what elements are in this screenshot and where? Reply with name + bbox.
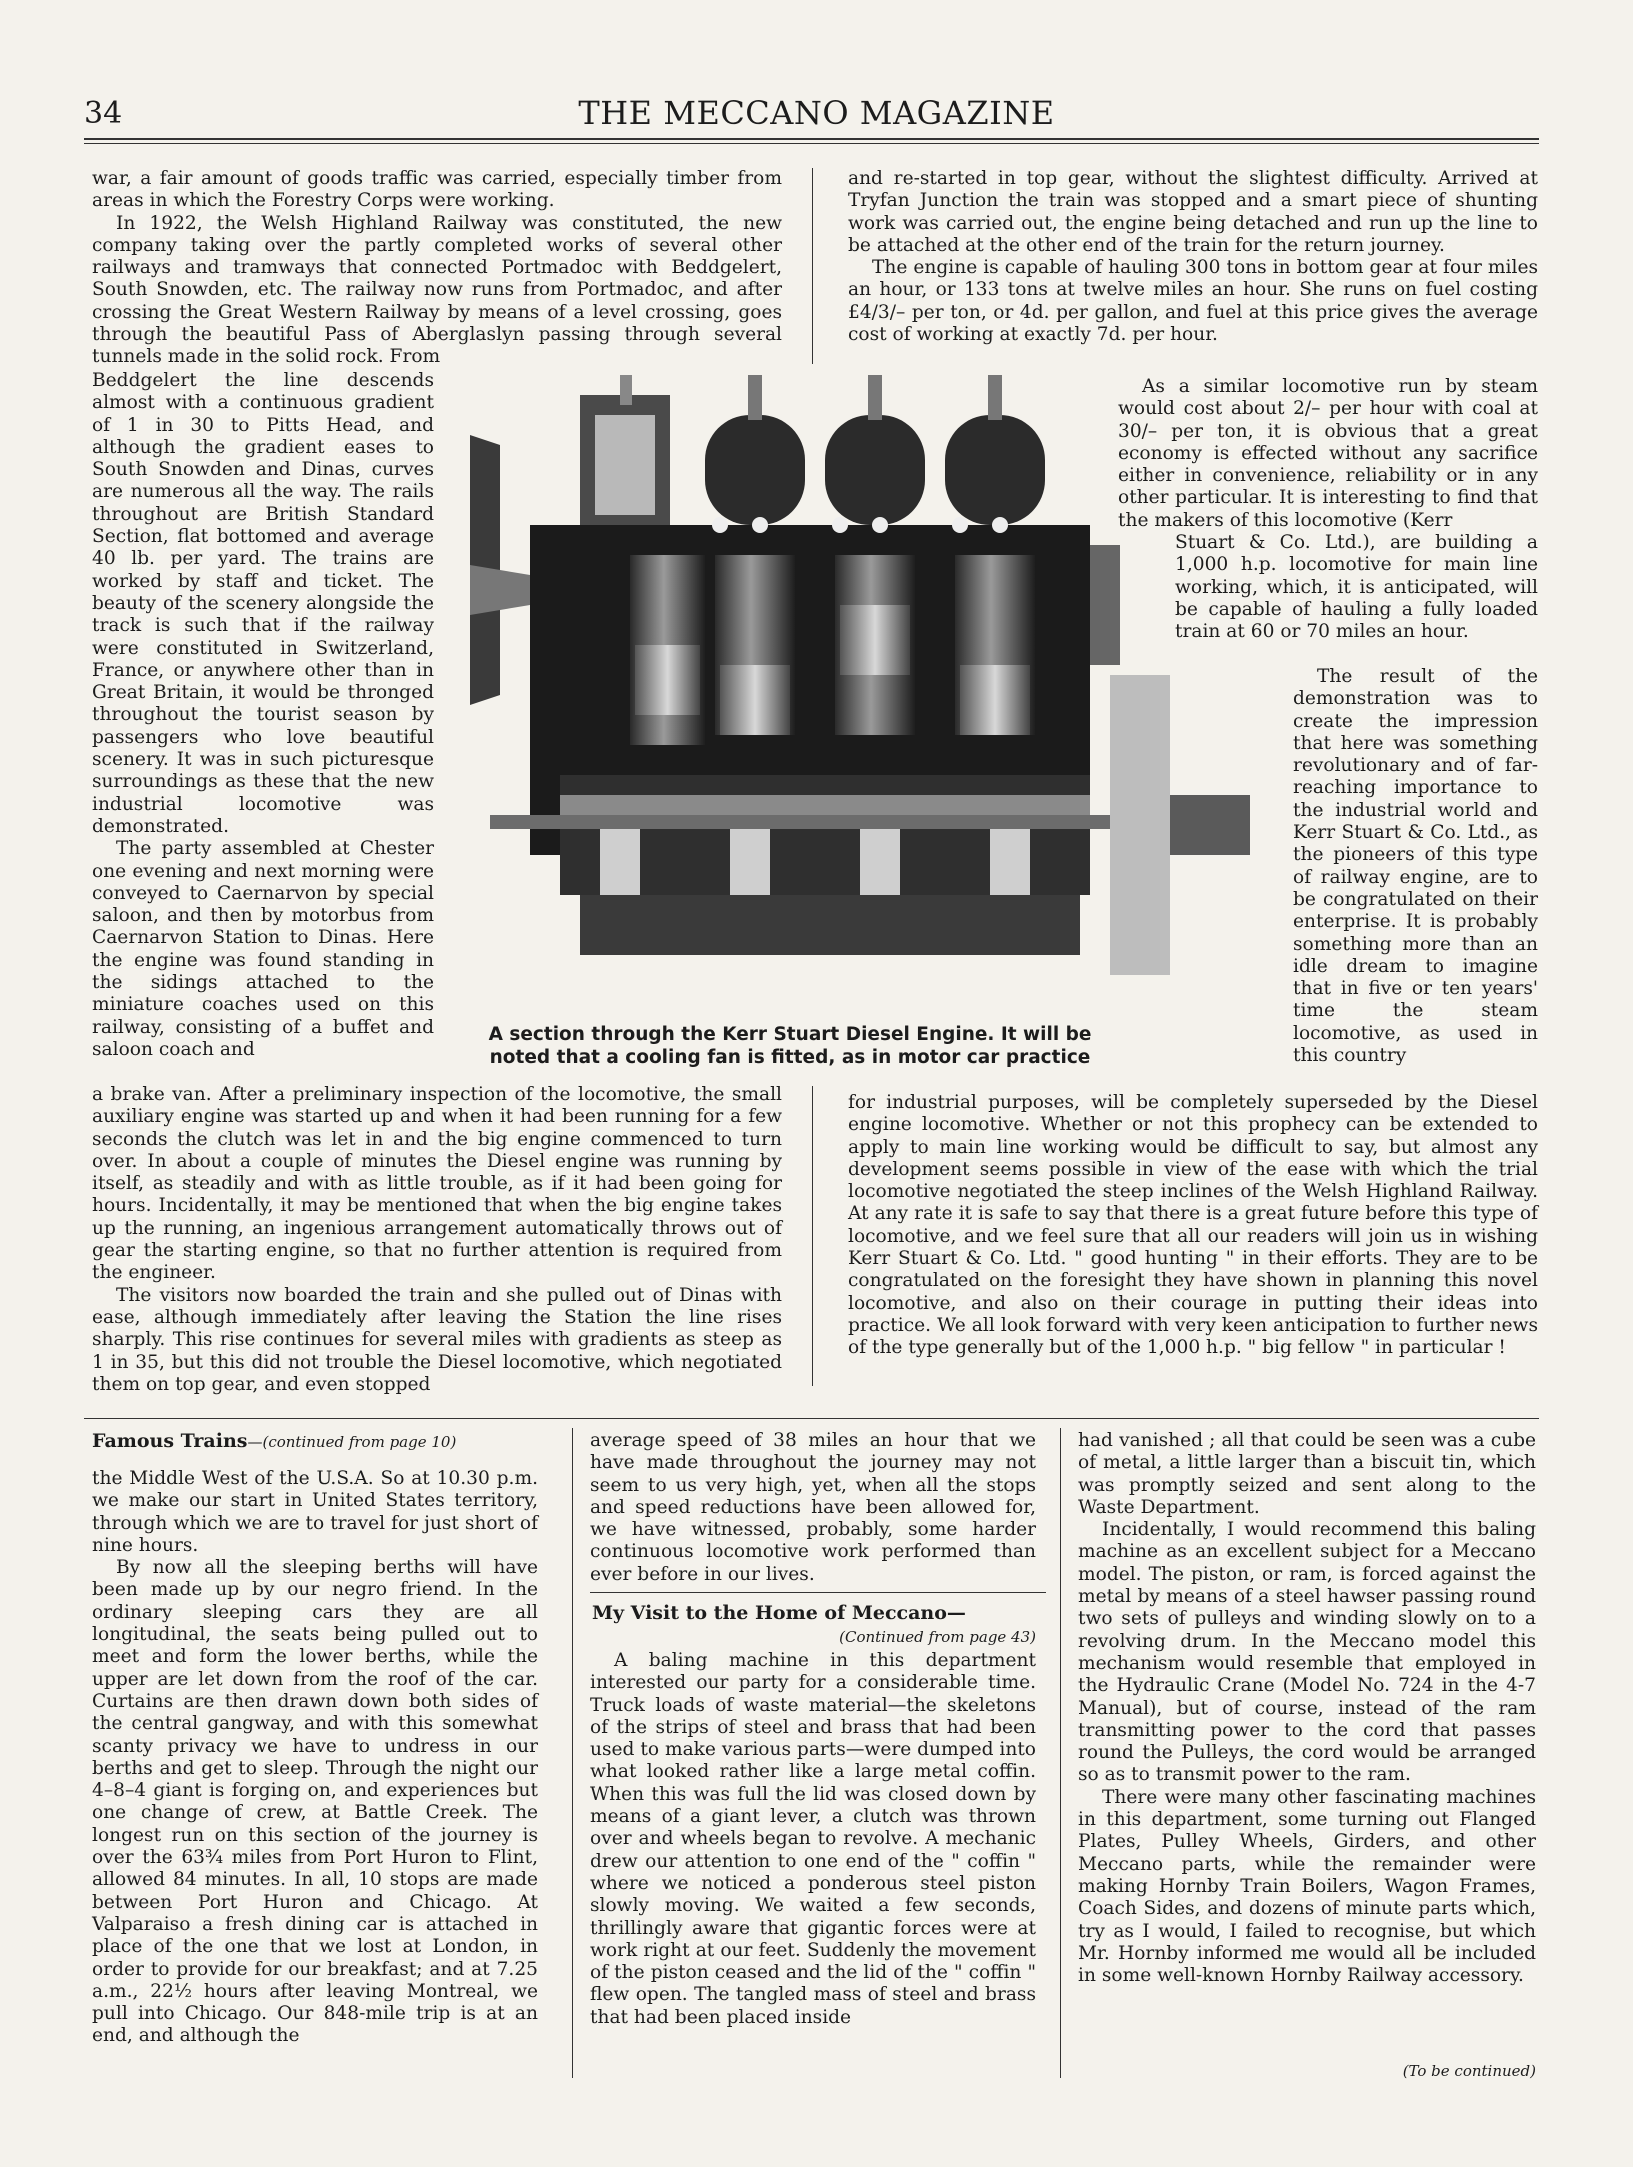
caption-line: A section through the Kerr Stuart Diesel Engine. It will be <box>488 1024 1092 1045</box>
column-divider <box>1060 1428 1061 2078</box>
section-title: Famous Trains <box>92 1430 248 1452</box>
paragraph: The engine is capable of hauling 300 tons in bottom gear at four miles an hour, or 133 tons at twelve miles an hour. She runs on fuel costing £4/3/– per ton, or 4d. per gallon, and fuel at this price gives the average cost of working at exactly 7d. per hour. <box>848 257 1538 346</box>
paragraph: and re-started in top gear, without the slightest difficulty. Arrived at Tryfan Junction the train was stopped and a smart piece of shunting work was carried out, the engine being detached and run up the line to be attached at the other end of the train for the return journey. <box>848 168 1538 256</box>
paragraph: for industrial purposes, will be completely superseded by the Diesel engine locomotive. Whether or not this prophecy can be extended to apply to main line working would be difficult to say, but almost any development seems possible in view of the ease with which the trial locomotive negotiated the steep inclines of the Welsh Highland Railway. At any rate it is safe to say that there is a great future before this type of locomotive, and we feel sure that all our readers will join us in wishing Kerr Stuart & Co. Ltd. " good hunting " in their efforts. They are to be congratulated on the foresight they have shown in planning this novel locomotive, and also on their courage in putting their ideas into practice. We all look forward with very keen anticipation to further news of the type generally but of the 1,000 h.p. " big fellow " in particular ! <box>848 1092 1538 1359</box>
paragraph: had vanished ; all that could be seen was a cube of metal, a little larger than a biscuit tin, which was promptly seized and sent along to the Waste Department. <box>1078 1430 1536 1518</box>
paragraph: war, a fair amount of goods traffic was carried, especially timber from areas in which the Forestry Corps were working. <box>92 168 782 212</box>
article-right-bottom <box>848 1092 1538 1360</box>
article-left-narrow <box>92 370 434 1061</box>
famous-trains-heading <box>92 1430 562 1452</box>
paragraph: a brake van. After a preliminary inspection of the locomotive, the small auxiliary engine was started up and when it had been running for a few seconds the clutch was let in and the big engine commenced to turn over. In about a couple of minutes the Diesel engine was running by itself, as steadily and with as little trouble, as if it had been going for hours. Incidentally, it may be mentioned that when the big engine takes up the running, an ingenious arrangement automatically throws out of gear the starting engine, so that no further attention is required from the engineer. <box>92 1084 782 1284</box>
article-left-bottom <box>92 1084 782 1396</box>
paragraph: The party assembled at Chester one evening and next morning were conveyed to Caernarvon by special saloon, and then by motorbus from Caernarvon Station to Dinas. Here the engine was found standing in the sidings attached to the miniature coaches used on this railway, consisting of a buffet and saloon coach and <box>92 838 434 1060</box>
article-right-top <box>848 168 1538 346</box>
page-number: 34 <box>84 96 123 131</box>
paragraph: There were many other fascinating machines in this department, some turning out Flanged Plates, Pulley Wheels, Girders, and other Meccano parts, while the remainder were making Hornby Train Boilers, Wagon Frames, Coach Sides, and dozens of minute parts which, try as I would, I failed to recognise, but which Mr. Hornby informed me would all be included in some well-known Hornby Railway accessory. <box>1078 1786 1536 1987</box>
meccano-visit-heading: My Visit to the Home of Meccano— <box>592 1602 966 1624</box>
column-divider <box>812 1086 813 1386</box>
paragraph: The result of the demonstration was to create the impression that here was something revolutionary and of far-reaching importance to the industrial world and Kerr Stuart & Co. Ltd., as the pioneers of this type of railway engine, are to be congratulated on their enterprise. It is probably something more than an idle dream to imagine that in five or ten years' time the steam locomotive, as used in this country <box>1293 666 1538 1067</box>
paragraph: average speed of 38 miles an hour that we have made throughout the journey may not seem to us very high, yet, when all the stops and speed reductions have been allowed for, we have witnessed, probably, some harder continuous locomotive work performed than ever before in our lives. <box>590 1430 1036 1585</box>
paragraph: In 1922, the Welsh Highland Railway was constituted, the new company taking over the partly completed works of several other railways and tramways that connected Portmadoc with Beddgelert, South Snowden, etc. The railway now runs from Portmadoc, and after crossing the Great Western Railway by means of a level crossing, goes through the beautiful Pass of Aberglaslyn passing through several tunnels made in the solid rock. From <box>92 212 782 368</box>
column-divider <box>812 168 813 364</box>
continued-note: —(continued from page 10) <box>247 1433 457 1451</box>
paragraph: By now all the sleeping berths will have been made up by our negro friend. In the ordinary sleeping cars they are all longitudinal, the seats being pulled out to meet and form the lower berths, while the upper are let down from the roof of the car. Curtains are then drawn down both sides of the central gangway, and with this somewhat scanty privacy we have to undress in our berths and get to sleep. Through the night our 4–8–4 giant is forging on, and experiences but one change of crew, at Battle Creek. The longest run on this section of the journey is over the 63¾ miles from Port Huron to Flint, allowed 84 minutes. In all, 10 stops are made between Port Huron and Chicago. At Valparaiso a fresh dining car is attached in place of the one that we lost at London, in order to provide for our breakfast; and at 7.25 a.m., 22½ hours after leaving Montreal, we pull into Chicago. Our 848-mile trip is at an end, and although the <box>92 1557 538 2047</box>
magazine-title: THE MECCANO MAGAZINE <box>578 94 1055 132</box>
paragraph: Stuart & Co. Ltd.), are building a 1,000 h.p. locomotive for main line working, which, it is anticipated, will be capable of hauling a fully loaded train at 60 or 70 miles an hour. <box>1175 532 1538 643</box>
article-right-narrow <box>1293 666 1538 1067</box>
paragraph: As a similar locomotive run by steam would cost about 2/– per hour with coal at 30/– per ton, it is obvious that a great economy is effected without any sacrifice either in convenience, reliability or in any other particular. It is interesting to find that the makers of this locomotive (Kerr <box>1118 376 1538 531</box>
paragraph: the Middle West of the U.S.A. So at 10.30 p.m. we make our start in United States territory, through which we are to travel for just short of nine hours. <box>92 1468 538 1556</box>
header-rule-thin <box>84 143 1539 144</box>
continued-note: (Continued from page 43) <box>839 1628 1036 1646</box>
paragraph: Incidentally, I would recommend this baling machine as an excellent subject for a Meccano model. The piston, or ram, is forced against the metal by means of a steel hawser passing round two sets of pulleys and winding slowly on to a revolving drum. In the Meccano model this mechanism would resemble that employed in the Hydraulic Crane (Model No. 724 in the 4-7 Manual), but of course, instead of the ram transmitting power to the cord that passes round the Pulleys, the cord would be arranged so as to transmit power to the ram. <box>1078 1519 1536 1786</box>
meccano-visit-right <box>1078 1430 1536 1987</box>
meccano-visit-text <box>590 1650 1036 2029</box>
section-rule <box>84 1418 1539 1419</box>
paragraph: The visitors now boarded the train and she pulled out of Dinas with ease, although immediately after leaving the Station the line rises sharply. This rise continues for several miles with gradients as steep as 1 in 35, but this did not trouble the Diesel locomotive, which negotiated them on top gear, and even stopped <box>92 1284 782 1395</box>
section-rule <box>590 1592 1046 1593</box>
figure-caption <box>440 1023 1140 1069</box>
column-divider <box>572 1428 573 2078</box>
paragraph: Beddgelert the line descends almost with a continuous gradient of 1 in 30 to Pitts Head, and although the gradient eases to South Snowden and Dinas, curves are numerous all the way. The rails throughout are British Standard Section, flat bottomed and average 40 lb. per yard. The trains are worked by staff and ticket. The beauty of the scenery alongside the track is such that if the railway were constituted in Switzerland, France, or anywhere other than in Great Britain, it would be thronged throughout the tourist season by passengers who love beautiful scenery. It was in such picturesque surroundings as these that the new industrial locomotive was demonstrated. <box>92 370 434 837</box>
header-rule <box>84 138 1539 140</box>
article-left-top <box>92 168 782 369</box>
diesel-engine-cutaway-illustration <box>470 375 1260 1015</box>
paragraph: A baling machine in this department interested our party for a considerable time. Truck loads of waste material—the skeletons of the strips of steel and brass that had been used to make various parts—were dumped into what looked rather like a large metal coffin. When this was full the lid was closed down by means of a giant lever, a clutch was thrown over and wheels began to revolve. A mechanic drew our attention to one end of the " coffin " where we noticed a ponderous steel piston slowly moving. We waited a few seconds, thrillingly aware that gigantic forces were at work right at our feet. Suddenly the movement of the piston ceased and the lid of the " coffin " flew open. The tangled mass of steel and brass that had been placed inside <box>590 1650 1036 2028</box>
caption-line: noted that a cooling fan is fitted, as in motor car practice <box>489 1047 1091 1068</box>
famous-trains-continued <box>590 1430 1036 1586</box>
famous-trains-text <box>92 1468 538 2048</box>
to-be-continued: (To be continued) <box>1402 2062 1536 2080</box>
